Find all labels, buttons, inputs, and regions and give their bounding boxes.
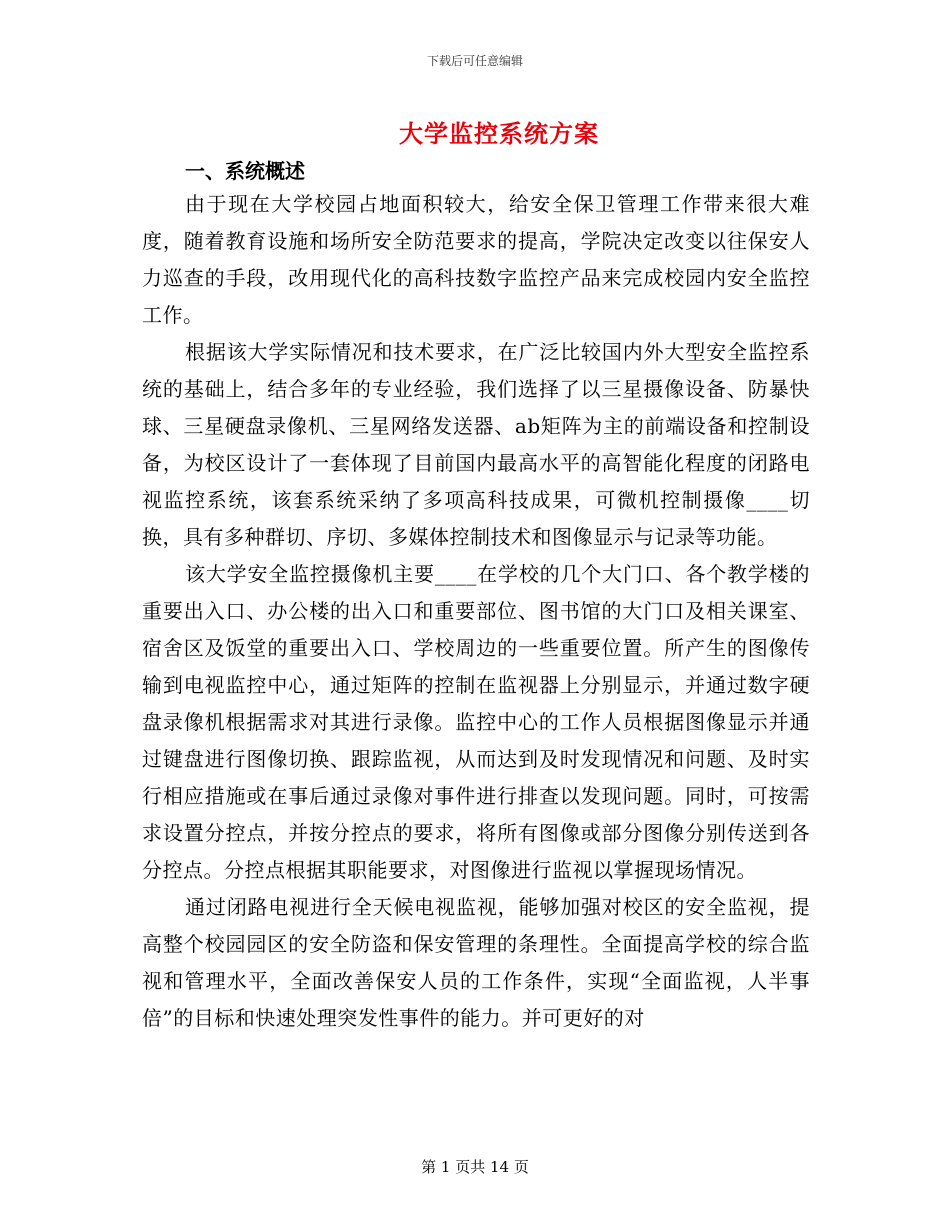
section-heading: 一、系统概述 [185, 159, 305, 183]
document-body [142, 186, 810, 1037]
page-header-note: 下载后可任意编辑 [426, 54, 523, 68]
paragraph-3: 该大学安全监控摄像机主要____在学校的几个大门口、各个教学楼的重要出入口、办公楼的出入口和重要部位、图书馆的大门口及相关课室、宿舍区及饭堂的重要出入口、学校周边的一些重要位置。所产生的图像传输到电视监控中心，通过矩阵的控制在监视器上分别显示，并通过数字硬盘录像机根据需求对其进行录像。监控中心的工作人员根据图像显示并通过键盘进行图像切换、跟踪监视，从而达到及时发现情况和问题、及时实行相应措施或在事后通过录像对事件进行排查以发现问题。同时，可按需求设置分控点，并按分控点的要求，将所有图像或部分图像分别传送到各分控点。分控点根据其职能要求，对图像进行监视以掌握现场情况。 [142, 562, 810, 882]
page-footer: 第 1 页共 14 页 [421, 1158, 529, 1176]
document-title: 大学监控系统方案 [399, 119, 599, 148]
paragraph-2: 根据该大学实际情况和技术要求，在广泛比较国内外大型安全监控系统的基础上，结合多年的专业经验，我们选择了以三星摄像设备、防暴快球、三星硬盘录像机、三星网络发送器、ab矩阵为主的前端设备和控制设备，为校区设计了一套体现了目前国内最高水平的高智能化程度的闭路电视监控系统，该套系统采纳了多项高科技成果，可微机控制摄像____切换，具有多种群切、序切、多媒体控制技术和图像显示与记录等功能。 [142, 340, 810, 549]
paragraph-4: 通过闭路电视进行全天候电视监视，能够加强对校区的安全监视，提高整个校园园区的安全防盗和保安管理的条理性。全面提高学校的综合监视和管理水平，全面改善保安人员的工作条件，实现“全面监视，人半事倍”的目标和快速处理突发性事件的能力。并可更好的对 [142, 895, 810, 1030]
paragraph-1: 由于现在大学校园占地面积较大，给安全保卫管理工作带来很大难度，随着教育设施和场所安全防范要求的提高，学院决定改变以往保安人力巡查的手段，改用现代化的高科技数字监控产品来完成校园内安全监控工作。 [142, 192, 810, 327]
